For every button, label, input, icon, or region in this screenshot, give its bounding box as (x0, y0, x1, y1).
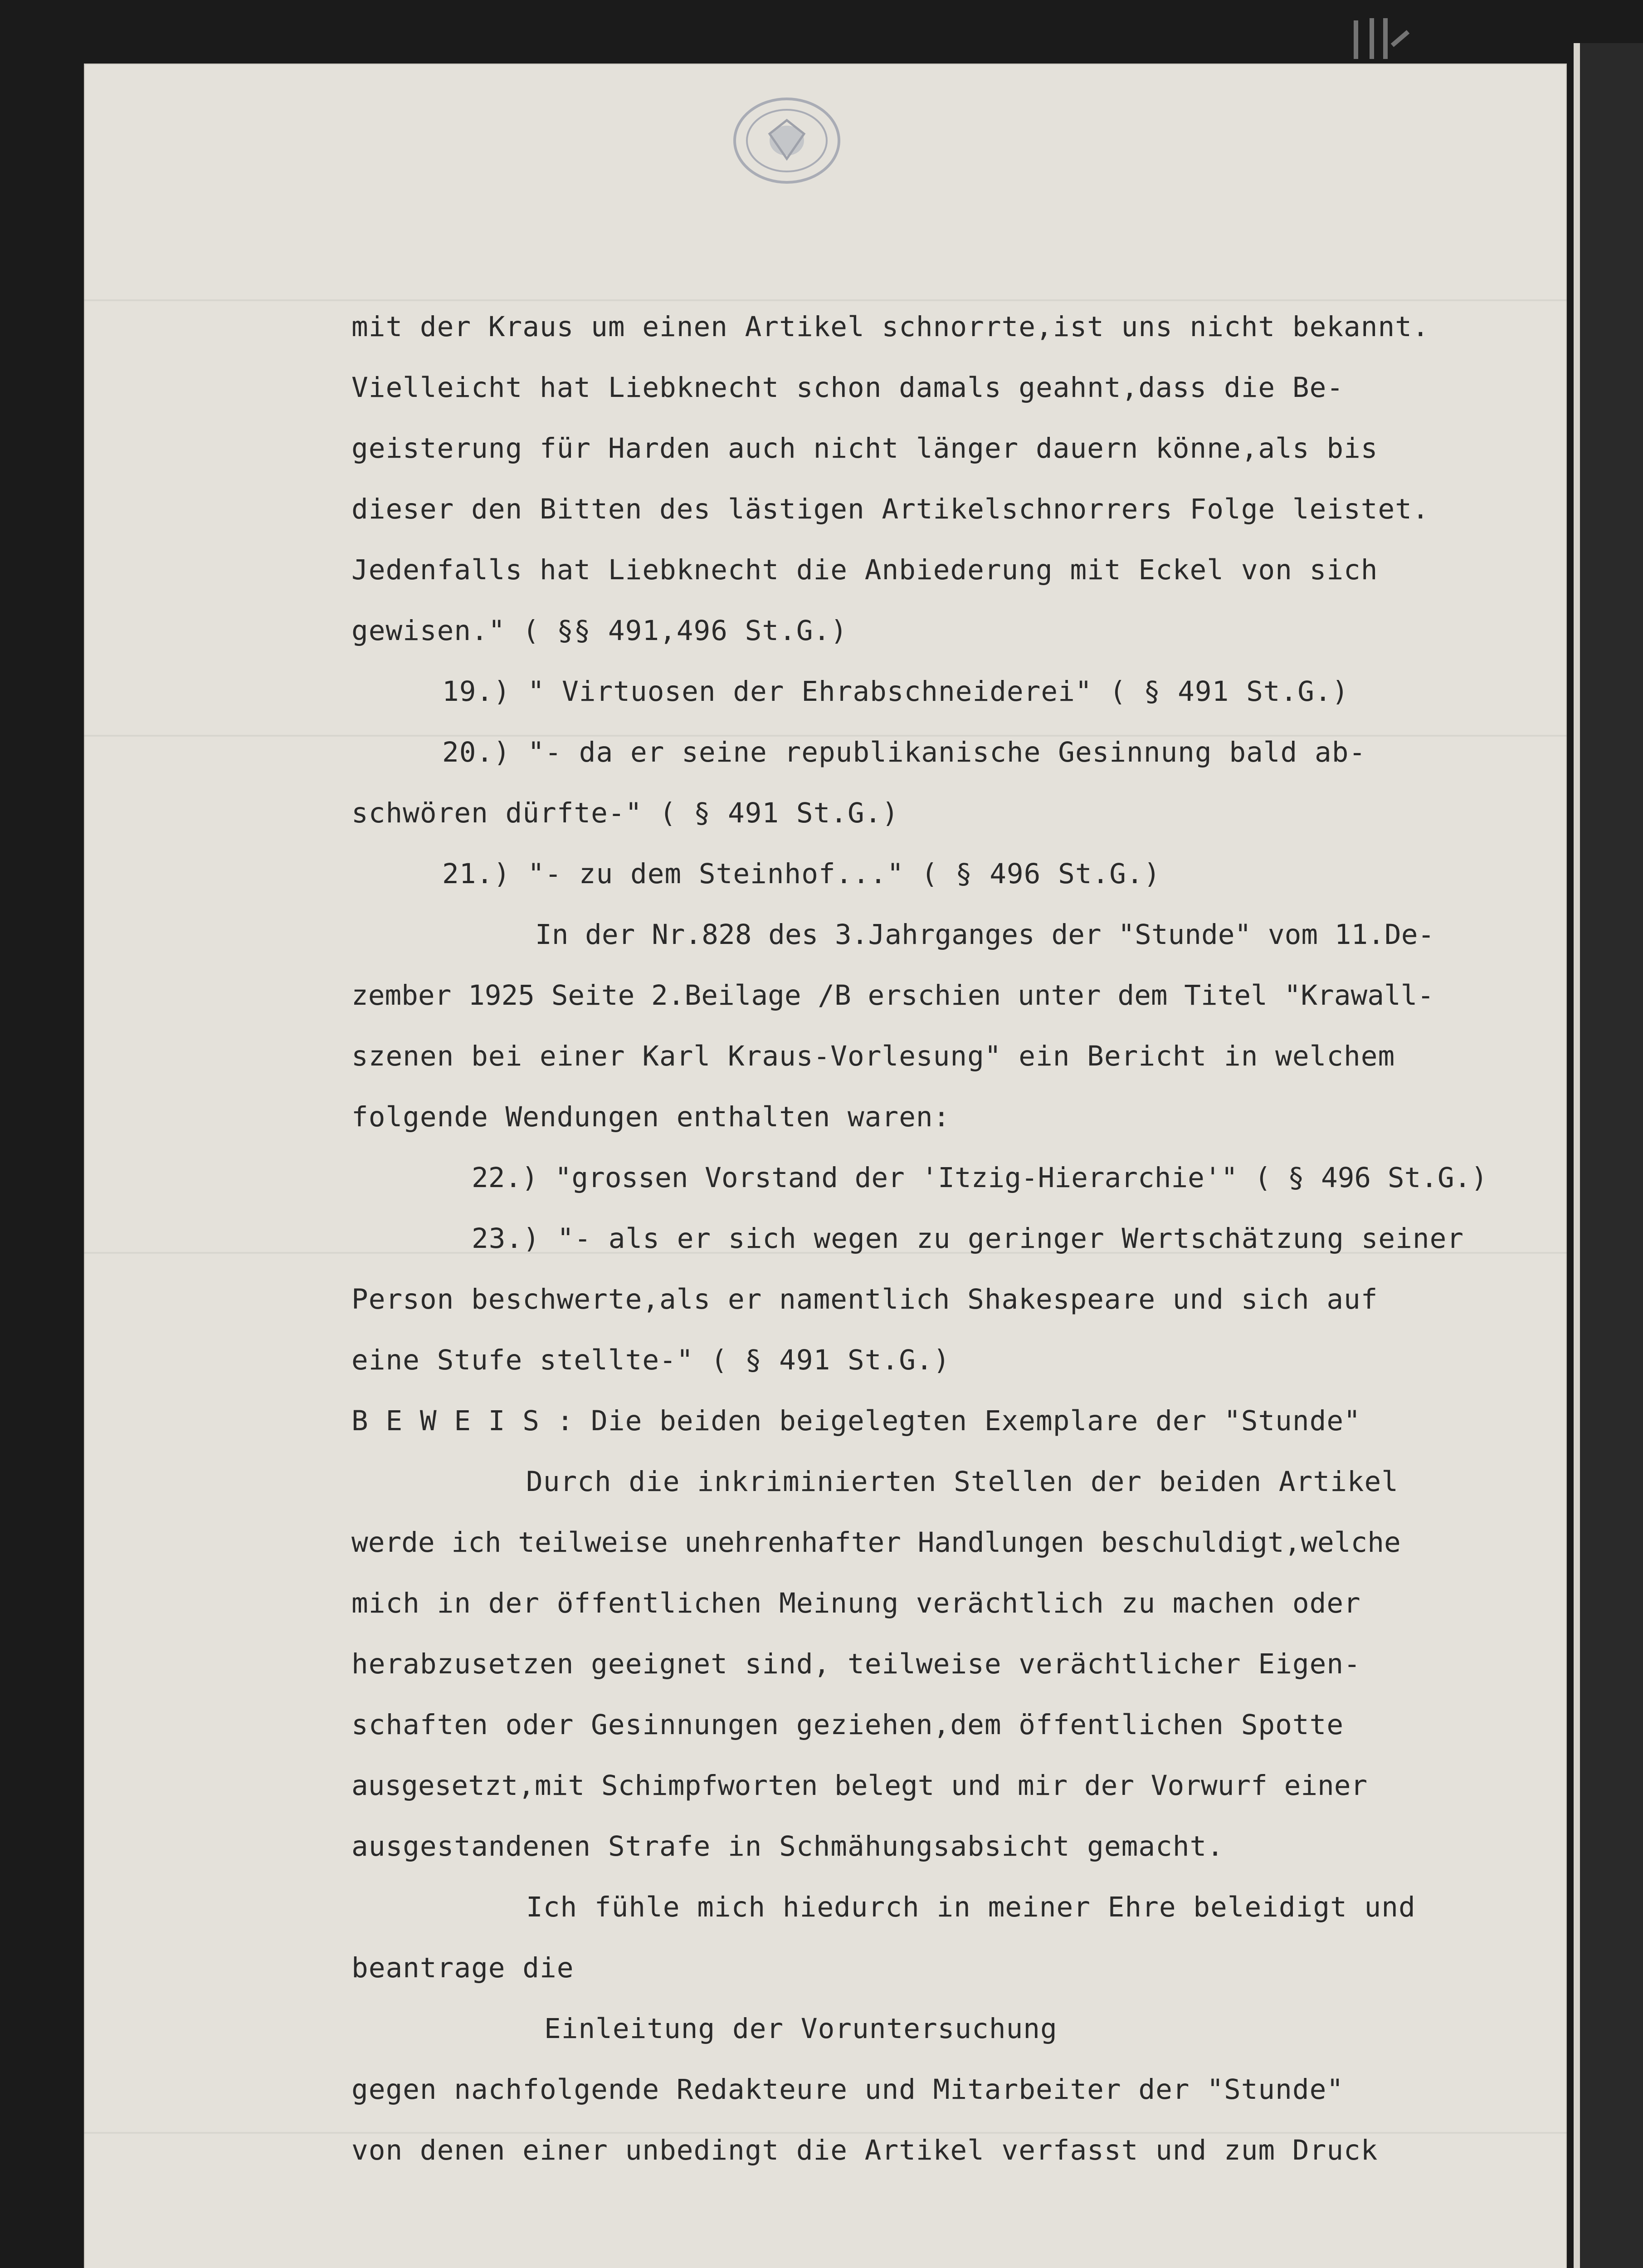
body-text-line: szenen bei einer Karl Kraus-Vorlesung" ein Bericht in welchem (351, 1040, 1395, 1072)
body-text-line: eine Stufe stellte-" ( § 491 St.G.) (351, 1344, 951, 1376)
adjacent-page-edge (1574, 43, 1643, 2268)
paragraph-start: Durch die inkriminierten Stellen der beiden Artikel (526, 1466, 1399, 1498)
bleed-through-line (84, 2132, 1567, 2134)
body-text-line: Jedenfalls hat Liebknecht die Anbiederung mit Eckel von sich (351, 554, 1378, 586)
page-number-mark-icon (1329, 14, 1447, 64)
paragraph-start: Ich fühle mich hiedurch in meiner Ehre beleidigt und (526, 1891, 1416, 1923)
body-text-line: werde ich teilweise unehrenhafter Handlungen beschuldigt,welche (351, 1526, 1401, 1559)
body-text-line: folgende Wendungen enthalten waren: (351, 1101, 951, 1133)
numbered-item: 21.) "- zu dem Steinhof..." ( § 496 St.G.) (442, 858, 1161, 890)
body-text-line: geisterung für Harden auch nicht länger dauern könne,als bis (351, 432, 1378, 464)
body-text-line: Vielleicht hat Liebknecht schon damals geahnt,dass die Be- (351, 371, 1344, 404)
numbered-item: 22.) "grossen Vorstand der 'Itzig-Hierarchie'" ( § 496 St.G.) (472, 1162, 1488, 1194)
evidence-line: B E W E I S : Die beiden beigelegten Exemplare der "Stunde" (351, 1405, 1361, 1437)
numbered-item: 23.) "- als er sich wegen zu geringer Wertschätzung seiner (472, 1222, 1464, 1255)
body-text-line: mich in der öffentlichen Meinung verächtlich zu machen oder (351, 1587, 1361, 1619)
body-text-line: mit der Kraus um einen Artikel schnorrte,ist uns nicht bekannt. (351, 311, 1429, 343)
section-heading: Einleitung der Voruntersuchung (544, 2013, 1058, 2045)
body-text-line: ausgesetzt,mit Schimpfworten belegt und mir der Vorwurf einer (351, 1769, 1368, 1802)
archive-stamp-icon (719, 95, 855, 186)
numbered-item: 19.) " Virtuosen der Ehrabschneiderei" ( § 491 St.G.) (442, 675, 1349, 708)
bleed-through-line (84, 299, 1567, 301)
body-text-line: gegen nachfolgende Redakteure und Mitarbeiter der "Stunde" (351, 2073, 1344, 2106)
body-text-line: Person beschwerte,als er namentlich Shakespeare und sich auf (351, 1283, 1378, 1315)
paragraph-start: In der Nr.828 des 3.Jahrganges der "Stunde" vom 11.De- (535, 919, 1435, 951)
body-text-line: zember 1925 Seite 2.Beilage /B erschien unter dem Titel "Krawall- (351, 979, 1434, 1012)
body-text-line: beantrage die (351, 1952, 574, 1984)
body-text-line: ausgestandenen Strafe in Schmähungsabsicht gemacht. (351, 1830, 1224, 1862)
body-text-line: gewisen." ( §§ 491,496 St.G.) (351, 615, 848, 647)
body-text-line: schwören dürfte-" ( § 491 St.G.) (351, 797, 899, 829)
body-text-line: dieser den Bitten des lästigen Artikelschnorrers Folge leistet. (351, 493, 1429, 525)
body-text-line: schaften oder Gesinnungen geziehen,dem öffentlichen Spotte (351, 1709, 1344, 1741)
body-text-line: herabzusetzen geeignet sind, teilweise verächtlicher Eigen- (351, 1648, 1361, 1680)
body-text-line: von denen einer unbedingt die Artikel verfasst und zum Druck (351, 2134, 1378, 2166)
numbered-item: 20.) "- da er seine republikanische Gesinnung bald ab- (442, 736, 1366, 768)
